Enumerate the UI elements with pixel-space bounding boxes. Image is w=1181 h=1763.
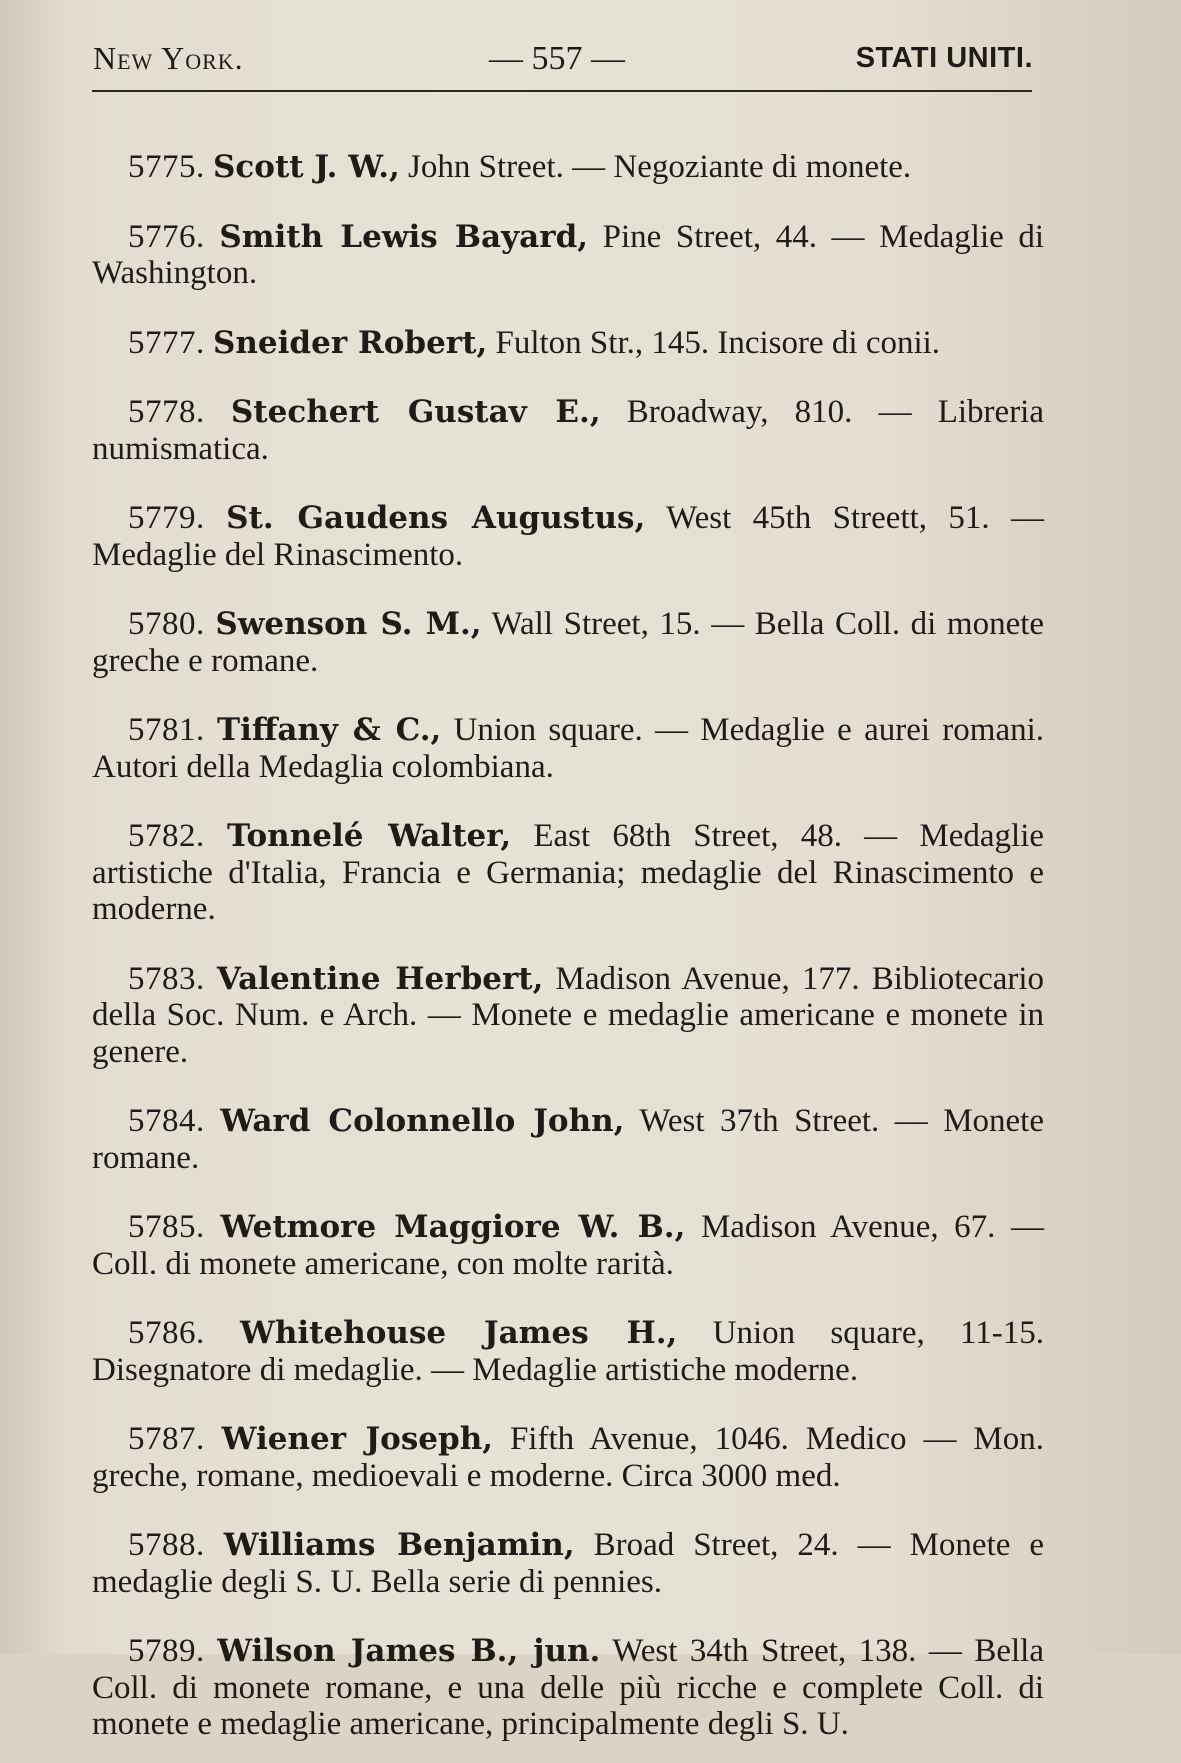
list-item (92, 1633, 1044, 1743)
entry-name: St. Gaudens Augustus, (226, 500, 646, 536)
entry-text: Fulton Str., 145. Incisore di conii. (495, 324, 941, 361)
entry-name: Wiener Joseph, (221, 1421, 494, 1457)
entry-text: Union square. — Medaglie e aurei romani. Autori della Medaglia colombiana. (92, 712, 1045, 785)
entry-text: West 45th Streett, 51. — Medaglie del Rinascimento. (92, 500, 1045, 573)
list-item (92, 219, 1044, 292)
entry-list (92, 116, 1044, 1763)
entry-text: Broad Street, 24. — Monete e medaglie degli S. U. Bella serie di pennies. (92, 1527, 1044, 1600)
entry-number: 5778. (128, 394, 205, 430)
entry-name: Sneider Robert, (213, 324, 488, 361)
entry-number: 5787. (128, 1421, 205, 1457)
list-item (92, 1421, 1044, 1494)
list-item (92, 325, 1044, 362)
list-item (92, 500, 1044, 573)
entry-text: Fifth Avenue, 1046. Medico — Mon. greche, romane, medioevali e moderne. Circa 3000 med. (92, 1421, 1044, 1494)
entry-number: 5786. (128, 1315, 205, 1351)
entry-name: Wetmore Maggiore W. B., (220, 1209, 686, 1245)
entry-name: Williams Benjamin, (223, 1527, 575, 1563)
list-item (92, 1527, 1044, 1600)
entry-text: Broadway, 810. — Libreria numismatica. (92, 394, 1044, 467)
entry-number: 5777. (128, 324, 205, 361)
entry-text: Union square, 11-15. Disegnatore di medaglie. — Medaglie artistiche moderne. (92, 1315, 1045, 1388)
entry-text: Wall Street, 15. — Bella Coll. di monete greche e romane. (92, 606, 1045, 679)
list-item (92, 818, 1044, 928)
entry-number: 5779. (128, 500, 205, 536)
entry-number: 5782. (128, 818, 205, 854)
entry-name: Tonnelé Walter, (226, 818, 512, 854)
entry-name: Stechert Gustav E., (230, 394, 601, 430)
list-item (92, 712, 1044, 785)
entry-number: 5775. (128, 149, 205, 185)
list-item (92, 606, 1044, 679)
entry-text: West 34th Street, 138. — Bella Coll. di monete romane, e una delle più ricche e complete Coll. di monete e medaglie americane, principalmente degli S. U. (92, 1633, 1044, 1742)
entry-number: 5783. (128, 960, 205, 997)
entry-name: Ward Colonnello John, (220, 1103, 625, 1139)
entry-number: 5776. (128, 218, 205, 255)
entry-name: Tiffany & C., (217, 712, 442, 748)
entry-text: West 37th Street. — Monete romane. (92, 1103, 1044, 1176)
header-location: New York. (93, 40, 244, 76)
entry-name: Whitehouse James H., (240, 1315, 678, 1351)
entry-number: 5780. (128, 606, 205, 642)
list-item (92, 394, 1044, 467)
entry-text: East 68th Street, 48. — Medaglie artistiche d'Italia, Francia e Germania; medaglie del Rinascimento e moderne. (92, 818, 1045, 927)
entry-number: 5788. (128, 1527, 205, 1563)
entry-number: 5785. (128, 1209, 205, 1245)
entry-name: Wilson James B., jun. (217, 1633, 601, 1669)
list-item (92, 149, 1044, 186)
running-header (93, 40, 1033, 80)
list-item (92, 1103, 1044, 1176)
entry-number: 5789. (128, 1633, 205, 1669)
entry-text: John Street. — Negoziante di monete. (408, 149, 912, 185)
entry-name: Valentine Herbert, (216, 960, 544, 997)
page-number: — 557 — (489, 40, 625, 77)
entry-text: Madison Avenue, 67. — Coll. di monete americane, con molte rarità. (92, 1209, 1045, 1282)
entry-text: Pine Street, 44. — Medaglie di Washington. (92, 218, 1045, 291)
header-country: STATI UNITI. (855, 42, 1033, 74)
header-rule (92, 90, 1032, 92)
entry-name: Smith Lewis Bayard, (219, 218, 589, 255)
entry-name: Swenson S. M., (215, 606, 482, 642)
list-item (92, 1315, 1044, 1388)
list-item (92, 961, 1044, 1071)
entry-number: 5784. (128, 1103, 205, 1139)
list-item (92, 1209, 1044, 1282)
entry-number: 5781. (128, 712, 205, 748)
entry-text: Madison Avenue, 177. Bibliotecario della Soc. Num. e Arch. — Monete e medaglie americane e monete in genere. (92, 960, 1045, 1070)
entry-name: Scott J. W., (213, 149, 400, 185)
